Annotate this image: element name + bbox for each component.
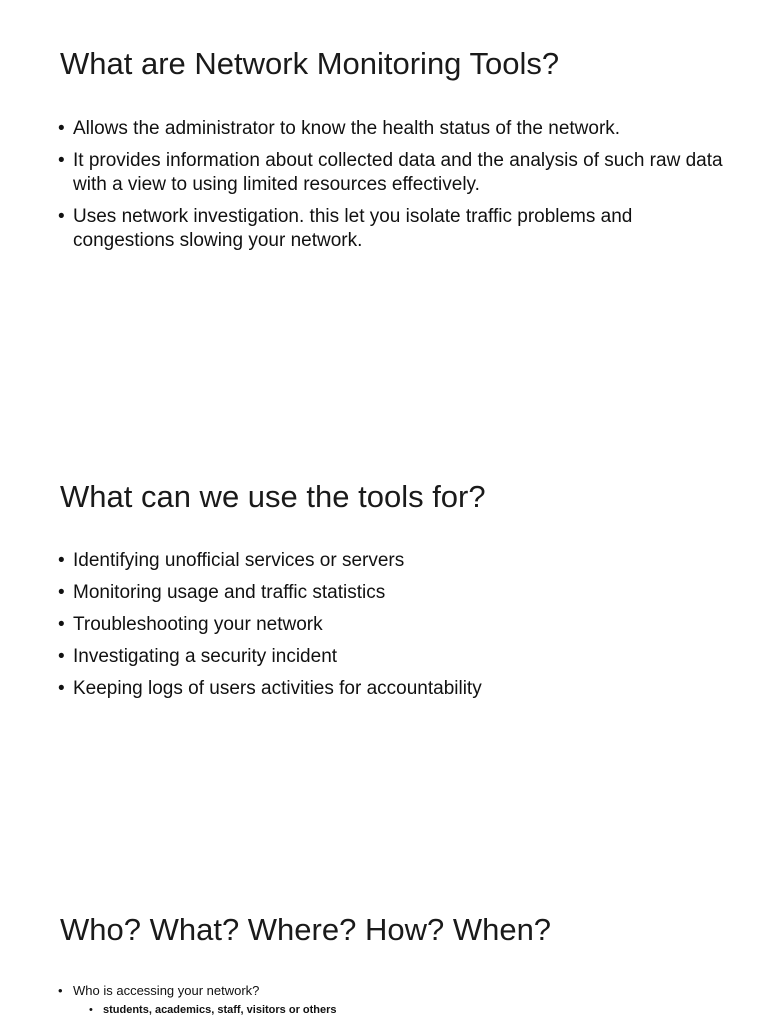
bullet-item: • Allows the administrator to know the health status of the network. <box>56 117 738 141</box>
slide-title: What can we use the tools for? <box>60 479 486 514</box>
bullet-item: • Identifying unofficial services or servers <box>56 549 738 573</box>
bullet-text: Who is accessing your network? <box>73 983 260 998</box>
bullet-item: • Uses network investigation. this let you isolate traffic problems and congestions slowing your network. <box>56 205 738 253</box>
sub-bullet-item: • students, academics, staff, visitors or others <box>87 1002 738 1018</box>
bullet-list <box>56 549 738 709</box>
bullet-item: • Keeping logs of users activities for accountability <box>56 677 738 701</box>
bullet-list <box>56 117 738 261</box>
bullet-list <box>56 982 738 1020</box>
bullet-item <box>56 982 738 1018</box>
bullet-item: • Troubleshooting your network <box>56 613 738 637</box>
bullet-item: • Monitoring usage and traffic statistics <box>56 581 738 605</box>
slide-title: What are Network Monitoring Tools? <box>60 46 560 81</box>
bullet-item: • It provides information about collected data and the analysis of such raw data with a view to using limited resources effectively. <box>56 149 738 197</box>
slide-title: Who? What? Where? How? When? <box>60 912 552 947</box>
sub-bullet-list <box>87 1002 738 1018</box>
bullet-item: • Investigating a security incident <box>56 645 738 669</box>
